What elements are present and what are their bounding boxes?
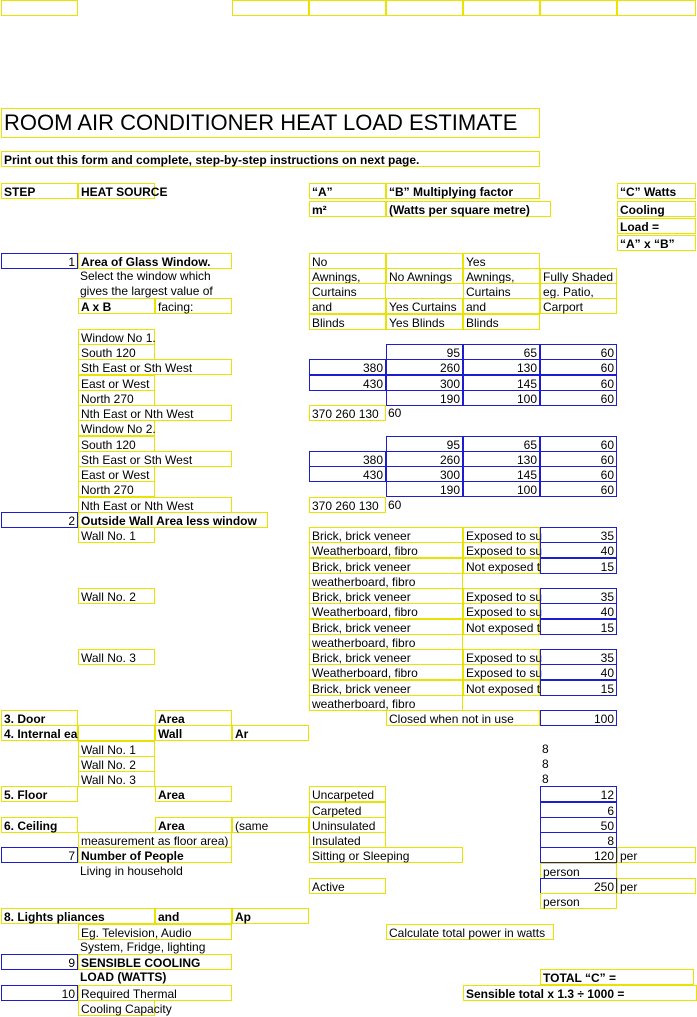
grid-cell (1, 0, 78, 16)
step-4-area: Ar (232, 725, 309, 741)
step-5-label: 5. Floor (1, 786, 78, 802)
wall-factor[interactable]: 40 (540, 542, 617, 558)
wall-type: Weatherboard, fibro (309, 542, 463, 558)
wall-exposure: Exposed to su (463, 664, 540, 680)
factor-cell: 370 260 130 (309, 497, 386, 513)
header-heat-source: HEAT SOURCE (78, 183, 155, 199)
factor-cell[interactable]: 60 (540, 375, 617, 391)
step-4-wall: Wall (155, 725, 232, 741)
step-9-label: SENSIBLE COOLING (78, 954, 232, 970)
people-activity: Active (309, 878, 386, 894)
wall-type: Brick, brick veneer (309, 558, 463, 574)
wall-label: Wall No. 1 (78, 527, 155, 543)
factor-cell[interactable]: 95 (386, 344, 463, 360)
wall-type: weatherboard, fibro (309, 573, 463, 589)
wall-label: Wall No. 3 (78, 771, 155, 787)
wall-type: Brick, brick veneer (309, 619, 463, 635)
ceiling-factor[interactable]: 8 (540, 832, 617, 848)
factor-cell: 60 (388, 406, 402, 420)
col-no-awnings: No (309, 253, 386, 269)
factor-cell[interactable]: 60 (540, 344, 617, 360)
step-6-label: 6. Ceiling (1, 817, 78, 833)
factor-cell: 370 260 130 (309, 405, 386, 421)
factor-cell[interactable]: 130 (463, 359, 540, 375)
instructions: Print out this form and complete, step-by-step instructions on next page. (1, 151, 540, 167)
factor-cell[interactable]: 60 (540, 390, 617, 406)
step-9-number: 9 (1, 954, 78, 970)
grid-cell (617, 0, 696, 16)
step-2-number: 2 (1, 512, 78, 528)
people-factor[interactable]: 250 (540, 878, 617, 894)
step-8-desc: System, Fridge, lighting (80, 940, 206, 954)
wall-type: Brick, brick veneer (309, 527, 463, 543)
col-no-awnings: Awnings, (309, 268, 386, 284)
header-c: “C” Watts (617, 183, 696, 199)
page-title: ROOM AIR CONDITIONER HEAT LOAD ESTIMATE (1, 108, 540, 138)
wall-label: Wall No. 2 (78, 756, 155, 772)
col-yes-awnings: Curtains (463, 283, 540, 299)
person-label: person (540, 893, 617, 909)
step-6-area: Area (155, 817, 232, 833)
window-row-name: North 270 (78, 390, 155, 406)
wall-type: weatherboard, fibro (309, 634, 463, 650)
factor-cell[interactable]: 260 (386, 451, 463, 467)
factor-cell[interactable]: 190 (386, 390, 463, 406)
step-2-label: Outside Wall Area less window (78, 512, 268, 528)
wall-factor[interactable]: 40 (540, 664, 617, 680)
step-1-desc: Select the window which (80, 269, 211, 283)
floor-type: Uncarpeted (309, 786, 386, 802)
step-1-axb: A x B (78, 298, 155, 314)
factor-cell[interactable]: 60 (540, 359, 617, 375)
col-yes-awnings: Awnings, (463, 268, 540, 284)
factor-cell[interactable]: 145 (463, 375, 540, 391)
header-step: STEP (1, 183, 78, 199)
factor-cell[interactable]: 60 (540, 451, 617, 467)
factor-cell[interactable]: 130 (463, 451, 540, 467)
header-b-unit: (Watts per square metre) (386, 201, 551, 217)
factor-cell[interactable]: 380 (309, 451, 386, 467)
factor-cell[interactable]: 430 (309, 375, 386, 391)
window-row-name: Sth East or Sth West (78, 359, 232, 375)
factor-cell[interactable]: 100 (463, 390, 540, 406)
wall-type: Weatherboard, fibro (309, 603, 463, 619)
wall-factor: 8 (542, 757, 549, 771)
window-row-name: South 120 (78, 436, 155, 452)
window-2-label: Window No 2. (78, 420, 155, 436)
col-yes-awnings: and (463, 298, 540, 314)
wall-factor[interactable]: 35 (540, 527, 617, 543)
window-row-name: North 270 (78, 481, 155, 497)
wall-type: Weatherboard, fibro (309, 664, 463, 680)
header-c-2: Cooling (617, 201, 696, 217)
factor-cell[interactable]: 65 (463, 436, 540, 452)
window-1-label: Window No 1. (78, 329, 155, 345)
factor-cell[interactable]: 300 (386, 375, 463, 391)
floor-type: Carpeted (309, 802, 386, 818)
factor-cell[interactable]: 380 (309, 359, 386, 375)
col-no-awnings: Blinds (309, 314, 386, 330)
step-10-formula: Sensible total x 1.3 ÷ 1000 = (463, 985, 697, 1001)
step-6-note: measurement as floor area) (78, 832, 232, 848)
factor-cell[interactable]: 300 (386, 466, 463, 482)
wall-type: weatherboard, fibro (309, 695, 463, 711)
wall-label: Wall No. 1 (78, 741, 155, 757)
col-fully-shaded: Fully Shaded (540, 268, 617, 284)
factor-cell[interactable]: 60 (540, 466, 617, 482)
window-row-name: South 120 (78, 344, 155, 360)
people-factor[interactable]: 120 (540, 847, 617, 863)
step-1-number: 1 (1, 253, 78, 269)
wall-factor[interactable]: 15 (540, 619, 617, 635)
people-activity: Sitting or Sleeping (309, 847, 463, 863)
wall-factor[interactable]: 35 (540, 649, 617, 665)
per-label: per (617, 847, 696, 863)
step-8-ap: Ap (232, 908, 309, 924)
factor-cell[interactable]: 145 (463, 466, 540, 482)
wall-exposure: Not exposed t (463, 680, 540, 696)
window-row-name: East or West (78, 466, 155, 482)
factor-cell[interactable]: 65 (463, 344, 540, 360)
step-3-label: 3. Door (1, 710, 78, 726)
step-3-factor[interactable]: 100 (540, 710, 617, 726)
header-c-4: “A” x “B” (617, 235, 696, 251)
step-5-area: Area (155, 786, 232, 802)
factor-cell[interactable]: 60 (540, 436, 617, 452)
col-no-awnings-2: Yes Curtains (386, 298, 463, 314)
factor-cell[interactable]: 95 (386, 436, 463, 452)
factor-cell[interactable]: 190 (386, 481, 463, 497)
wall-label: Wall No. 2 (78, 588, 155, 604)
grid-cell (309, 0, 386, 16)
step-6-same: (same (232, 817, 309, 833)
grid-cell (232, 0, 309, 16)
col-yes-awnings: Blinds (463, 314, 540, 330)
window-row-name: Nth East or Nth West (78, 497, 232, 513)
step-7-label: Number of People (78, 847, 232, 863)
wall-type: Brick, brick veneer (309, 680, 463, 696)
total-c-label: TOTAL “C” = (540, 969, 694, 985)
step-9-label: LOAD (WATTS) (80, 970, 167, 984)
wall-exposure: Exposed to su (463, 603, 540, 619)
wall-exposure: Exposed to su (463, 649, 540, 665)
ceiling-type: Uninsulated (309, 817, 386, 833)
step-4-label: 4. Internal ea (1, 725, 78, 741)
grid-cell (386, 253, 463, 269)
step-1-facing: facing: (155, 298, 232, 314)
wall-factor[interactable]: 15 (540, 680, 617, 696)
wall-factor[interactable]: 40 (540, 603, 617, 619)
step-10-number: 10 (1, 985, 78, 1001)
wall-exposure: Exposed to su (463, 588, 540, 604)
step-1-label: Area of Glass Window. (78, 253, 232, 269)
ceiling-type: Insulated (309, 832, 386, 848)
step-10-label: Cooling Capacity (78, 1000, 155, 1016)
wall-factor[interactable]: 15 (540, 558, 617, 574)
header-c-3: Load = (617, 218, 696, 234)
floor-factor[interactable]: 6 (540, 802, 617, 818)
step-10-label: Required Thermal (78, 985, 232, 1001)
wall-exposure: Not exposed t (463, 619, 540, 635)
step-8-label: 8. Lights pliances (1, 908, 155, 924)
window-row-name: Sth East or Sth West (78, 451, 232, 467)
wall-factor[interactable]: 35 (540, 588, 617, 604)
col-no-awnings-2: Yes Blinds (386, 314, 463, 330)
header-a-unit: m² (309, 201, 386, 217)
person-label: person (540, 863, 617, 879)
grid-cell (386, 0, 463, 16)
col-yes-awnings: Yes (463, 253, 540, 269)
wall-exposure: Exposed to su (463, 527, 540, 543)
window-row-name: East or West (78, 375, 155, 391)
factor-cell[interactable]: 60 (540, 481, 617, 497)
step-7-sub: Living in household (80, 864, 183, 878)
factor-cell[interactable]: 260 (386, 359, 463, 375)
wall-type: Brick, brick veneer (309, 588, 463, 604)
window-row-name: Nth East or Nth West (78, 405, 232, 421)
floor-factor[interactable]: 12 (540, 786, 617, 802)
wall-exposure: Exposed to su (463, 542, 540, 558)
col-no-awnings-2: No Awnings (386, 268, 463, 284)
step-8-calc: Calculate total power in watts (386, 924, 554, 940)
step-8-desc: Eg. Television, Audio (78, 924, 232, 940)
col-no-awnings: and (309, 298, 386, 314)
wall-type: Brick, brick veneer (309, 649, 463, 665)
col-fully-shaded: eg. Patio, (540, 283, 617, 299)
factor-cell[interactable]: 100 (463, 481, 540, 497)
wall-exposure: Not exposed t (463, 558, 540, 574)
factor-cell: 60 (388, 498, 402, 512)
header-b: “B” Multiplying factor (386, 183, 540, 199)
col-fully-shaded: Carport (540, 298, 617, 314)
grid-cell (463, 0, 540, 16)
step-8-and: and (155, 908, 232, 924)
step-3-area: Area (155, 710, 232, 726)
grid-cell (78, 725, 155, 741)
ceiling-factor[interactable]: 50 (540, 817, 617, 833)
step-3-note: Closed when not in use (386, 710, 540, 726)
header-a: “A” (309, 183, 386, 199)
per-label: per (617, 878, 696, 894)
wall-label: Wall No. 3 (78, 649, 155, 665)
wall-factor: 8 (542, 772, 549, 786)
wall-factor: 8 (542, 742, 549, 756)
col-no-awnings: Curtains (309, 283, 386, 299)
step-1-desc: gives the largest value of (80, 284, 213, 298)
step-7-number: 7 (1, 847, 78, 863)
grid-cell (540, 0, 617, 16)
factor-cell[interactable]: 430 (309, 466, 386, 482)
